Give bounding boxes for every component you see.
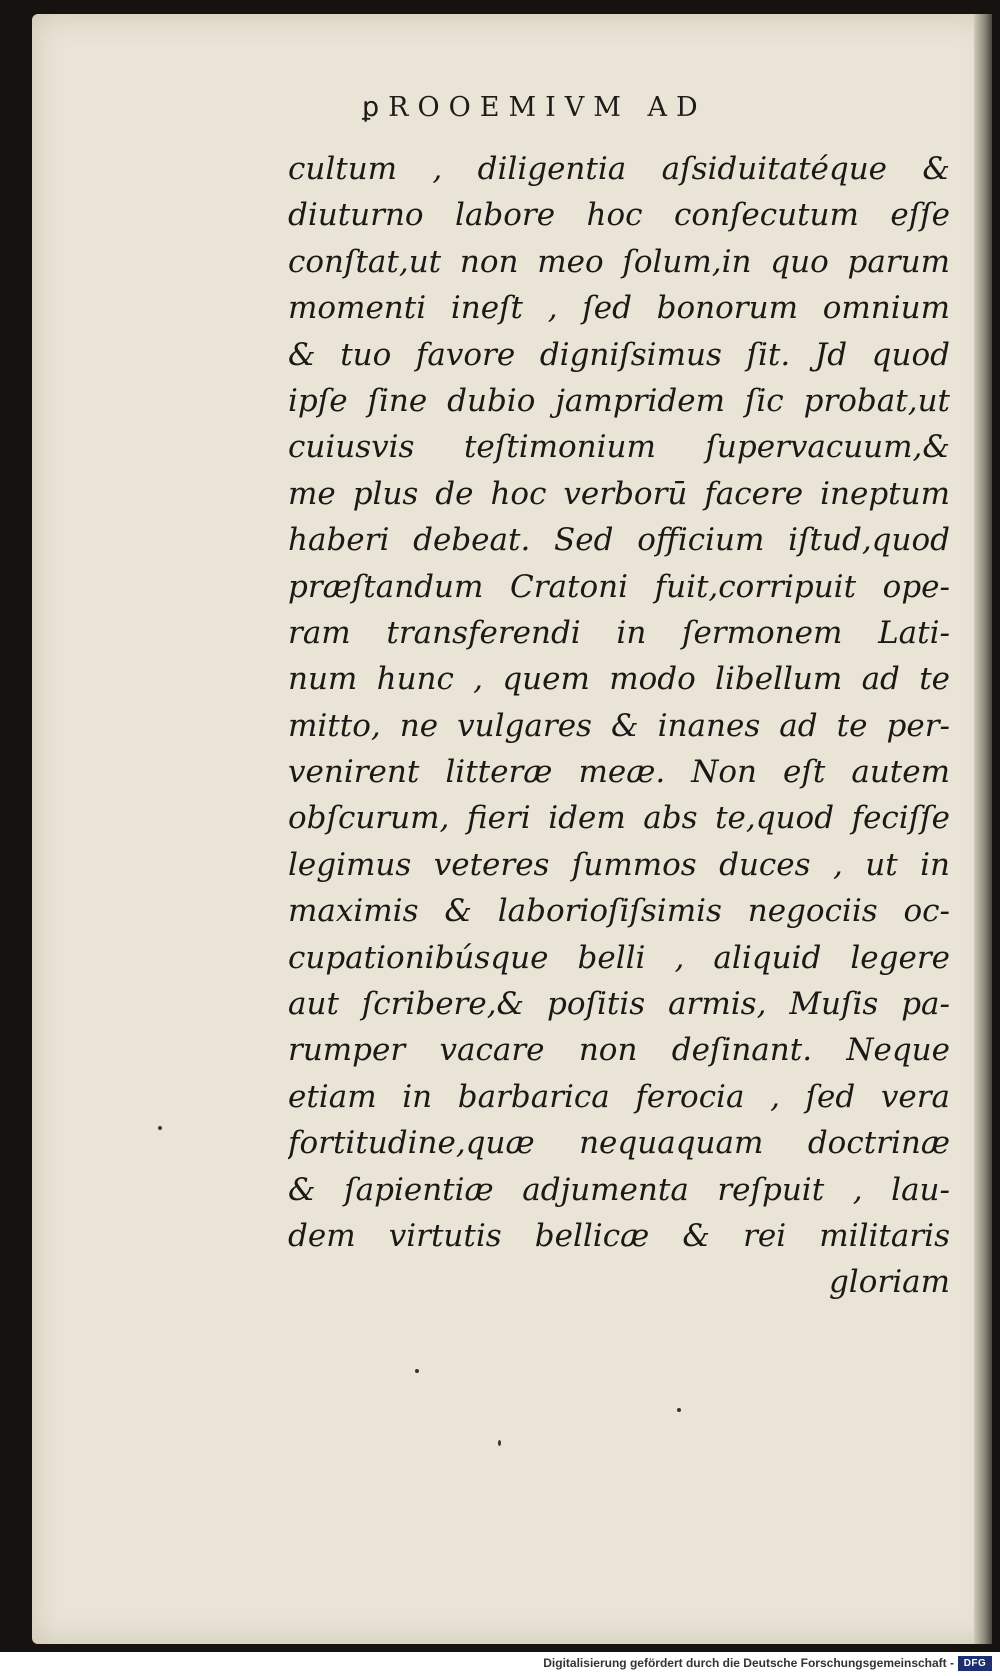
text-line: cupationibúsque belli , aliquid legere	[288, 939, 950, 976]
text-line: præſtandum Cratoni fuit,corripuit ope-	[288, 568, 950, 605]
text-line: conſtat,ut non meo ſolum,in quo parum	[288, 243, 950, 280]
text-line: diuturno labore hoc conſecutum eſſe	[288, 197, 950, 234]
text-line: maximis & laborioſiſsimis negociis oc-	[288, 893, 950, 930]
ink-speck	[415, 1369, 419, 1373]
text-line: ipſe ſine dubio jampridem ſic probat,ut	[288, 382, 950, 419]
footer-bar	[0, 1652, 1000, 1676]
text-line: cuiusvis teſtimonium ſupervacuum,&	[288, 429, 950, 466]
funding-credit: Digitalisierung gefördert durch die Deutsche Forschungsgemeinschaft -	[543, 1656, 954, 1670]
text-line: etiam in barbarica ferocia , ſed vera	[288, 1078, 950, 1115]
text-line: venirent litteræ meæ. Non eſt autem	[288, 754, 950, 791]
text-line: rumper vacare non deſinant. Neque	[288, 1032, 950, 1069]
catchword: gloriam	[828, 1264, 950, 1301]
book-page	[32, 14, 992, 1644]
text-line: legimus veteres ſummos duces , ut in	[288, 846, 950, 883]
text-line: haberi debeat. Sed officium iſtud,quod	[288, 522, 950, 559]
ink-speck	[158, 1126, 162, 1130]
ink-speck	[498, 1440, 501, 1446]
text-line: & tuo favore digniſsimus ſit. Jd quod	[288, 336, 950, 373]
text-line: ram transferendi in ſermonem Lati-	[288, 614, 950, 651]
text-block	[288, 146, 950, 1306]
text-line: num hunc , quem modo libellum ad te	[288, 661, 950, 698]
running-head: ꝑROOEMIVM AD	[362, 92, 707, 123]
text-line: dem virtutis bellicæ & rei militaris	[288, 1217, 950, 1254]
text-line: cultum , diligentia aſsiduitatéque &	[288, 151, 950, 187]
text-line: fortitudine,quæ nequaquam doctrinæ	[288, 1125, 950, 1162]
page-fore-edge	[974, 14, 992, 1644]
text-line: me plus de hoc verborū facere ineptum	[288, 475, 950, 512]
text-line: obſcurum, fieri idem abs te,quod feciſſe	[288, 800, 950, 837]
ink-speck	[677, 1408, 681, 1412]
text-line: & ſapientiæ adjumenta reſpuit , lau-	[288, 1171, 950, 1208]
text-line: mitto, ne vulgares & inanes ad te per-	[288, 707, 950, 744]
text-line: aut ſcribere,& poſitis armis, Muſis pa-	[288, 986, 950, 1023]
dfg-logo-icon: DFG	[958, 1656, 992, 1671]
text-line: momenti ineſt , ſed bonorum omnium	[288, 290, 950, 327]
